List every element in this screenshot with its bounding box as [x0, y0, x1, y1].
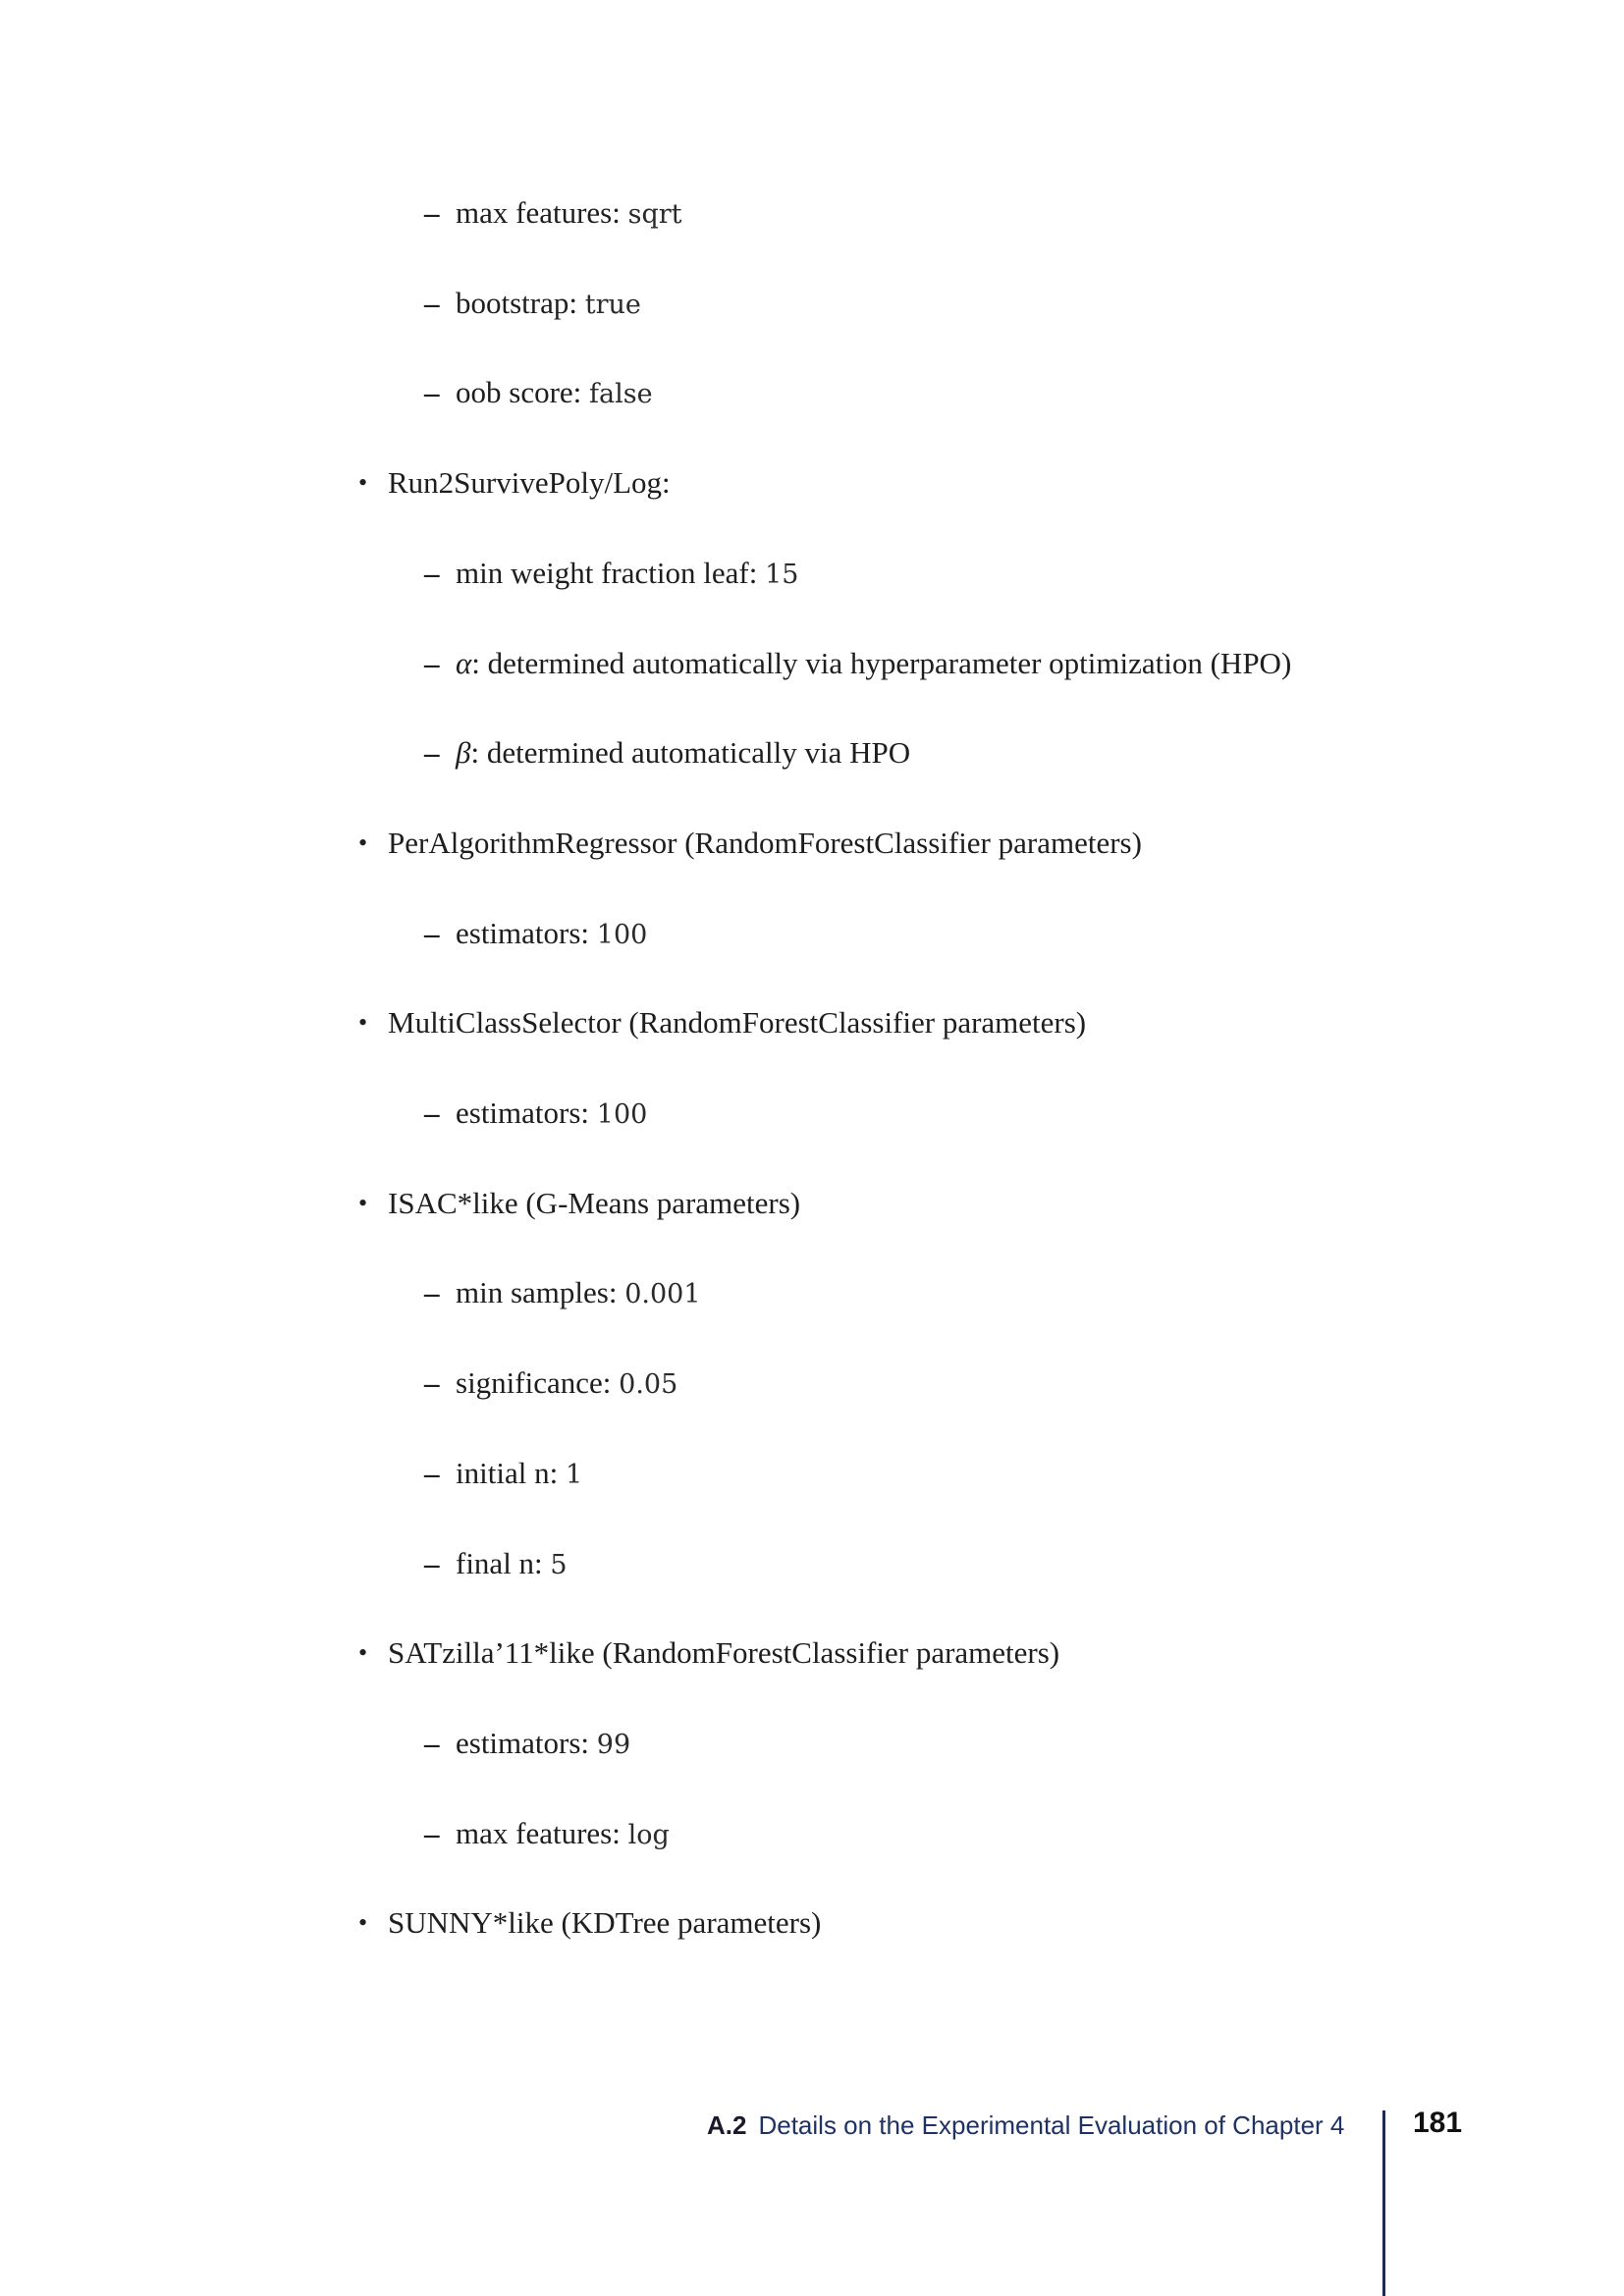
item-value: sqrt	[627, 199, 682, 230]
sub-list-item	[424, 1363, 677, 1405]
item-text	[388, 1635, 1059, 1670]
item-label: estimators:	[456, 1726, 597, 1760]
item-text	[456, 195, 682, 230]
sub-list-item	[424, 1544, 568, 1585]
item-value: 99	[596, 1730, 631, 1760]
bullet-marker: •	[358, 1008, 368, 1037]
list-item	[358, 1003, 1086, 1042]
item-label: estimators:	[456, 916, 597, 950]
item-label: max features:	[456, 1816, 628, 1850]
item-value: 0.05	[619, 1369, 678, 1400]
dash-marker: –	[424, 1365, 440, 1400]
item-label: oob score:	[456, 375, 590, 409]
greek-symbol: α	[456, 646, 472, 680]
item-label: MultiClassSelector (RandomForestClassifier parameters)	[388, 1005, 1087, 1040]
dash-marker: –	[424, 1726, 440, 1760]
item-label: Run2SurvivePoly/Log:	[388, 465, 671, 500]
sub-list-item	[424, 554, 798, 595]
footer-section-title: Details on the Experimental Evaluation of Chapter 4	[758, 2110, 1345, 2140]
item-value: log	[627, 1820, 670, 1850]
item-label: final n:	[456, 1546, 551, 1580]
item-text	[456, 1095, 647, 1130]
list-item	[358, 463, 671, 503]
item-label: : determined automatically via hyperparameter optimization (HPO)	[471, 646, 1292, 680]
sub-list-item	[424, 193, 682, 235]
sub-list-item	[424, 1094, 647, 1135]
dash-marker: –	[424, 1275, 440, 1309]
item-text	[388, 826, 1142, 860]
dash-marker: –	[424, 916, 440, 950]
item-text	[456, 1275, 701, 1309]
item-text	[388, 1005, 1086, 1040]
item-value: 1	[565, 1460, 583, 1490]
sub-list-item	[424, 1724, 630, 1765]
sub-list-item	[424, 373, 653, 414]
item-label: significance:	[456, 1365, 620, 1400]
item-text	[388, 1905, 821, 1940]
item-value: 5	[550, 1550, 568, 1580]
list-item	[358, 824, 1142, 863]
item-value: 100	[596, 1099, 648, 1130]
page-number: 181	[1413, 2107, 1463, 2139]
item-text	[456, 286, 641, 320]
item-label: estimators:	[456, 1095, 597, 1130]
bullet-marker: •	[358, 468, 368, 497]
dash-marker: –	[424, 1546, 440, 1580]
item-label: initial n:	[456, 1456, 566, 1490]
item-text	[456, 375, 653, 409]
item-label: ISAC*like (G-Means parameters)	[388, 1186, 801, 1220]
bullet-marker: •	[358, 1189, 368, 1217]
dash-marker: –	[424, 195, 440, 230]
footer-vertical-rule	[1382, 2110, 1385, 2296]
item-label: min samples:	[456, 1275, 625, 1309]
sub-list-item	[424, 733, 910, 773]
item-text	[456, 1726, 630, 1760]
dash-marker: –	[424, 556, 440, 590]
list-item	[358, 1184, 800, 1223]
list-item	[358, 1903, 821, 1943]
sub-list-item	[424, 914, 647, 955]
item-label: max features:	[456, 195, 628, 230]
bullet-marker: •	[358, 828, 368, 857]
item-value: 0.001	[624, 1279, 701, 1309]
item-text	[456, 1456, 582, 1490]
sub-list-item	[424, 1454, 582, 1495]
item-text	[456, 556, 798, 590]
dash-marker: –	[424, 286, 440, 320]
dash-marker: –	[424, 1456, 440, 1490]
dash-marker: –	[424, 735, 440, 770]
list-item	[358, 1633, 1059, 1673]
item-text	[456, 916, 647, 950]
item-text	[456, 1365, 677, 1400]
item-label: : determined automatically via HPO	[470, 735, 911, 770]
item-value: true	[584, 290, 641, 320]
dash-marker: –	[424, 1095, 440, 1130]
sub-list-item	[424, 1814, 670, 1855]
item-text	[388, 1186, 800, 1220]
item-label: PerAlgorithmRegressor (RandomForestClassifier parameters)	[388, 826, 1142, 860]
item-label: bootstrap:	[456, 286, 585, 320]
sub-list-item	[424, 644, 1291, 683]
bullet-marker: •	[358, 1908, 368, 1937]
sub-list-item	[424, 284, 641, 325]
item-text	[388, 465, 671, 500]
dash-marker: –	[424, 375, 440, 409]
item-text	[456, 735, 910, 770]
item-text	[456, 646, 1291, 680]
item-text	[456, 1546, 568, 1580]
item-text	[456, 1816, 670, 1850]
item-value: 15	[765, 560, 799, 590]
sub-list-item	[424, 1273, 701, 1314]
footer-section-number: A.2	[707, 2110, 747, 2140]
item-value: 100	[596, 920, 648, 950]
running-footer	[707, 2110, 1344, 2141]
greek-symbol: β	[456, 735, 471, 770]
item-value: false	[589, 379, 653, 409]
item-label: SATzilla’11*like (RandomForestClassifier parameters)	[388, 1635, 1060, 1670]
dash-marker: –	[424, 646, 440, 680]
bullet-marker: •	[358, 1638, 368, 1667]
dash-marker: –	[424, 1816, 440, 1850]
item-label: SUNNY*like (KDTree parameters)	[388, 1905, 822, 1940]
item-label: min weight fraction leaf:	[456, 556, 766, 590]
